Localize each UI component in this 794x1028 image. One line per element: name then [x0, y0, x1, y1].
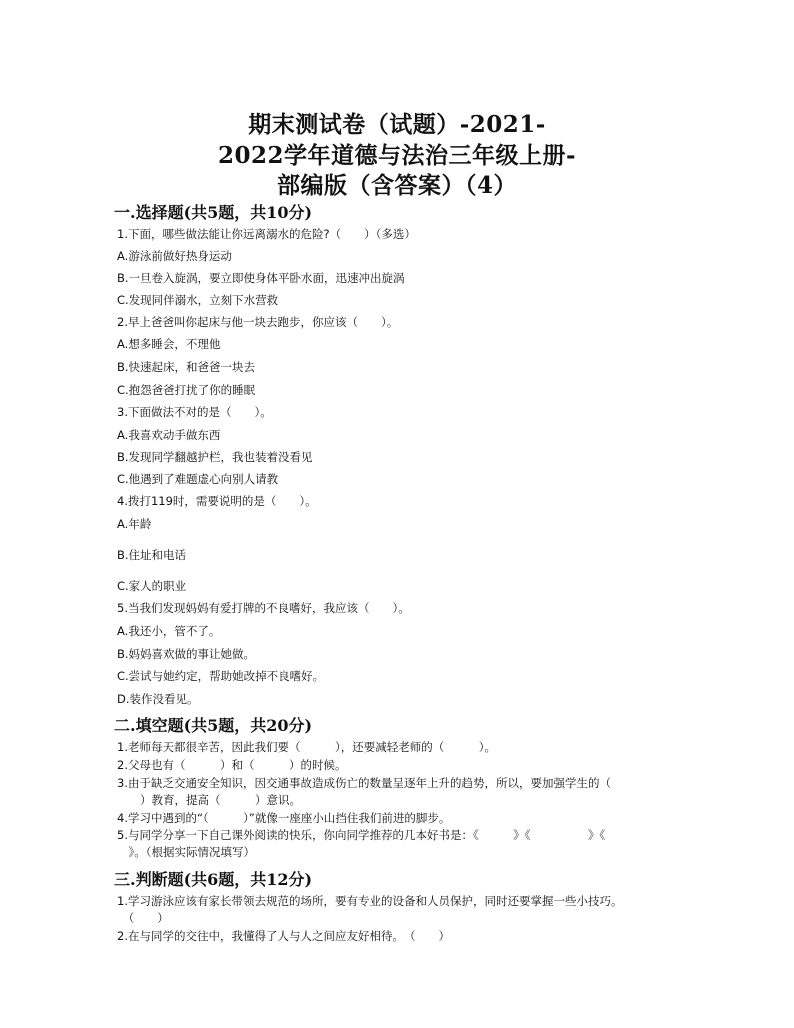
question-line: 4.拨打119时，需要说明的是（ ）。 — [117, 494, 317, 508]
exam-title-line-1: 期末测试卷（试题）-2021- — [248, 111, 546, 138]
exam-title-line-3: 部编版（含答案）（4） — [276, 172, 517, 199]
question-line: 3.下面做法不对的是（ ）。 — [117, 405, 272, 419]
option-line: C.尝试与她约定，帮助她改掉不良嗜好。 — [117, 669, 325, 683]
option-line: B.快速起床，和爸爸一块去 — [117, 360, 256, 374]
section-heading-judge: 三.判断题(共6题，共12分) — [114, 870, 313, 889]
question-line-continued: ）教育，提高（ ）意识。 — [117, 793, 301, 807]
section-heading-fill: 二.填空题(共5题，共20分) — [114, 716, 313, 735]
option-line: A.想多睡会，不理他 — [117, 337, 221, 351]
option-line: A.我还小，管不了。 — [117, 624, 221, 638]
question-line-continued: （ ） — [117, 911, 169, 925]
question-line-continued: 》。（根据实际情况填写） — [117, 845, 255, 859]
option-line: D.装作没看见。 — [117, 692, 199, 706]
question-line: 1.下面，哪些做法能让你远离溺水的危险?（ ）（多选） — [117, 227, 416, 241]
option-line: C.发现同伴溺水，立刻下水营救 — [117, 293, 279, 307]
option-line: B.一旦卷入旋涡，要立即使身体平卧水面，迅速冲出旋涡 — [117, 271, 405, 285]
exam-title-line-2: 2022学年道德与法治三年级上册- — [217, 142, 577, 169]
option-line: A.我喜欢动手做东西 — [117, 428, 221, 442]
option-line: A.游泳前做好热身运动 — [117, 249, 232, 263]
section-heading-choice: 一.选择题(共5题，共10分) — [114, 203, 313, 222]
question-line: 4.学习中遇到的“（ ）”就像一座座小山挡住我们前进的脚步。 — [117, 811, 451, 825]
question-line: 1.学习游泳应该有家长带领去规范的场所，要有专业的设备和人员保护，同时还要掌握一些小技巧。 — [117, 894, 623, 908]
question-line: 2.父母也有（ ）和（ ）的时候。 — [117, 758, 347, 772]
question-line: 3.由于缺乏交通安全知识，因交通事故造成伤亡的数量呈逐年上升的趋势，所以，要加强学生的（ — [117, 776, 611, 790]
option-line: B.发现同学翻越护栏，我也装着没看见 — [117, 450, 313, 464]
option-line: A.年龄 — [117, 517, 152, 531]
option-line: C.抱怨爸爸打扰了你的睡眠 — [117, 383, 256, 397]
option-line: B.住址和电话 — [117, 548, 187, 562]
option-line: C.他遇到了难题虚心向别人请教 — [117, 472, 279, 486]
question-line: 2.早上爸爸叫你起床与他一块去跑步，你应该（ ）。 — [117, 315, 399, 329]
option-line: B.妈妈喜欢做的事让她做。 — [117, 647, 256, 661]
question-line: 2.在与同学的交往中，我懂得了人与人之间应友好相待。 （ ） — [117, 929, 450, 943]
question-line: 5.当我们发现妈妈有爱打牌的不良嗜好，我应该（ ）。 — [117, 601, 410, 615]
option-line: C.家人的职业 — [117, 579, 187, 593]
question-line: 1.老师每天都很辛苦，因此我们要（ ），还要减轻老师的（ ）。 — [117, 740, 496, 754]
question-line: 5.与同学分享一下自己课外阅读的快乐，你向同学推荐的几本好书是：《 》《 》《 — [117, 828, 606, 842]
